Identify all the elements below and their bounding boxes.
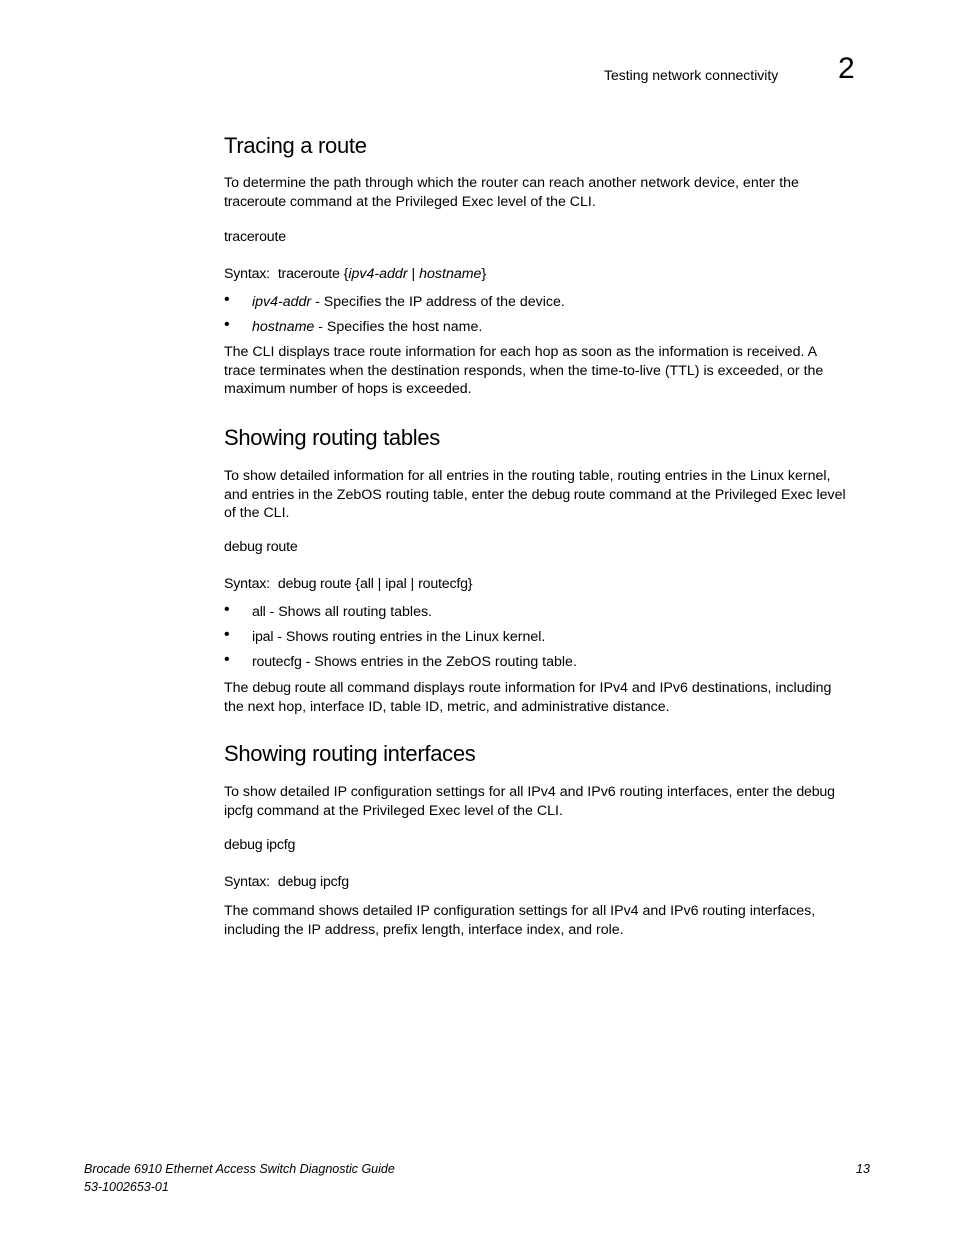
- inline-command: debug route: [531, 486, 606, 503]
- paragraph: The CLI displays trace route information for each hop as soon as the information is received. A trace terminates when the destination responds, when the time-to-live (TTL) is exceeded, or the maximum number of hops is exceeded.: [224, 344, 824, 398]
- inline-command: debug: [796, 784, 835, 800]
- syntax-line: Syntax: debug ipcfg: [224, 874, 349, 890]
- chapter-number: 2: [838, 52, 855, 85]
- running-header: Testing network connectivity: [604, 67, 779, 83]
- syntax-line: Syntax: debug route {all | ipal | routecfg}: [224, 576, 473, 592]
- inline-command: traceroute: [224, 193, 286, 210]
- section-title-routing-tables: Showing routing tables: [224, 425, 440, 450]
- section-title-tracing-route: Tracing a route: [224, 133, 367, 158]
- command-example: debug route: [224, 539, 298, 555]
- paragraph: To show detailed IP configuration settings for all IPv4 and IPv6 routing interfaces, enter the debug ipcfg command at the Privileged Exec level of the CLI.: [224, 784, 835, 819]
- command-example: traceroute: [224, 229, 286, 245]
- bullet-icon: •: [224, 626, 230, 643]
- bullet-icon: •: [224, 601, 230, 618]
- page-number: 13: [856, 1162, 870, 1176]
- command-example: debug ipcfg: [224, 837, 296, 853]
- footer-doc-title: Brocade 6910 Ethernet Access Switch Diagnostic Guide: [84, 1162, 395, 1176]
- bullet-icon: •: [224, 651, 230, 668]
- syntax-line: Syntax: traceroute {ipv4-addr | hostname}: [224, 266, 487, 282]
- inline-command: debug route all: [252, 680, 344, 696]
- paragraph: The debug route all command displays route information for IPv4 and IPv6 destinations, including the next hop, interface ID, table ID, metric, and administrative distance.: [224, 680, 832, 715]
- paragraph: To determine the path through which the router can reach another network device, enter the traceroute command at the Privileged Exec level of the CLI.: [224, 175, 799, 210]
- paragraph: To show detailed information for all entries in the routing table, routing entries in the Linux kernel, and entries in the ZebOS routing table, enter the debug route command at the Privileged Exec level of the CLI.: [224, 468, 846, 522]
- bullet-icon: •: [224, 316, 230, 333]
- section-title-routing-interfaces: Showing routing interfaces: [224, 741, 476, 766]
- paragraph: The command shows detailed IP configuration settings for all IPv4 and IPv6 routing interfaces, including the IP address, prefix length, interface index, and role.: [224, 903, 816, 938]
- inline-command: ipcfg: [224, 802, 253, 819]
- bullet-icon: •: [224, 291, 230, 308]
- footer-doc-number: 53-1002653-01: [84, 1180, 169, 1194]
